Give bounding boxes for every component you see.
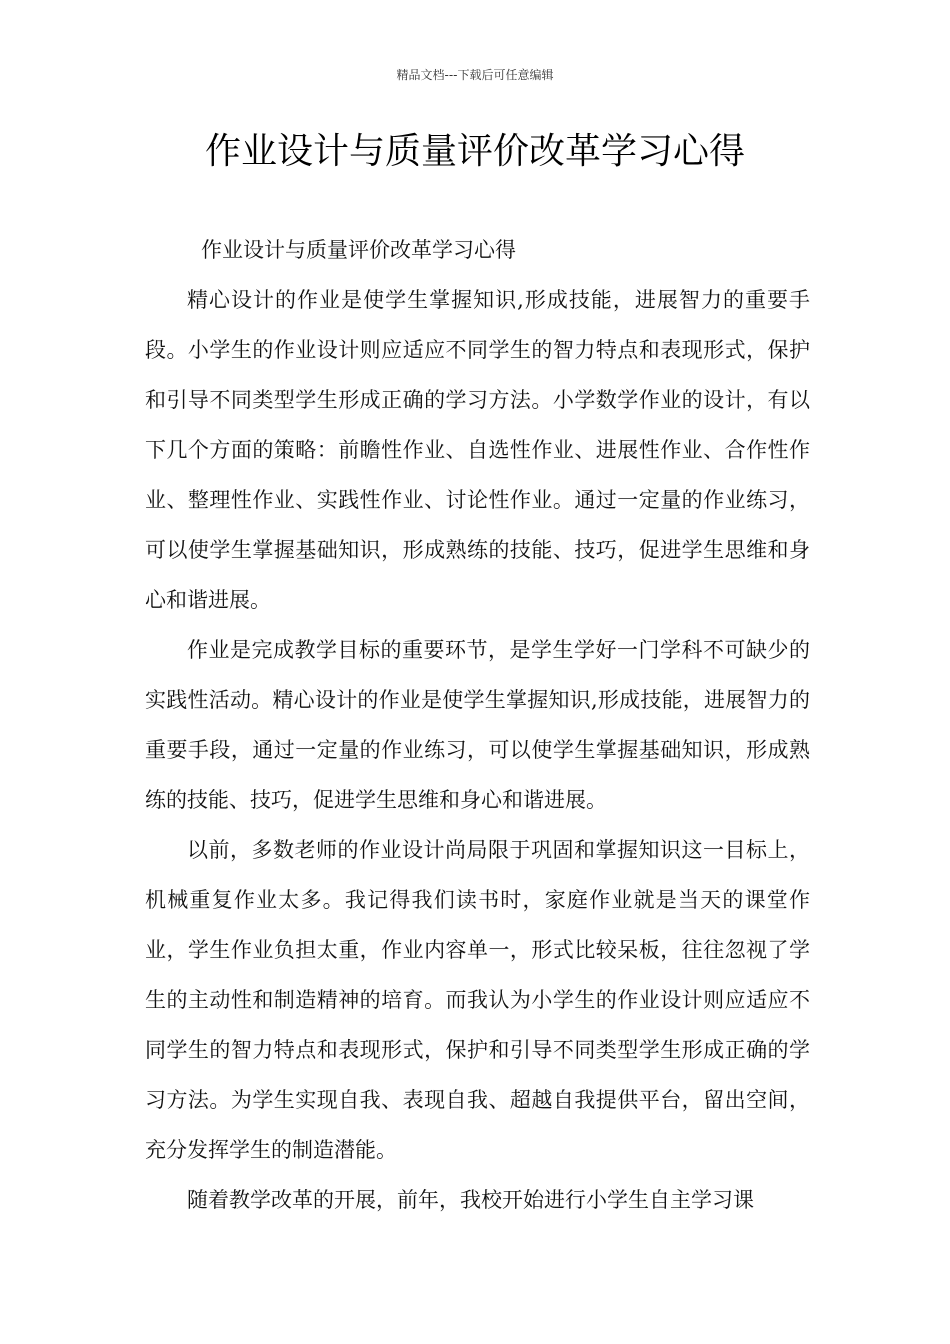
header-note: 精品文档---下载后可任意编辑 bbox=[396, 68, 554, 82]
document-body bbox=[145, 225, 810, 1225]
document-title: 作业设计与质量评价改革学习心得 bbox=[204, 131, 745, 172]
paragraph: 精心设计的作业是使学生掌握知识,形成技能，进展智力的重要手段。小学生的作业设计则应适应不同学生的智力特点和表现形式，保护和引导不同类型学生形成正确的学习方法。小学数学作业的设计，有以下几个方面的策略：前瞻性作业、自选性作业、进展性作业、合作性作业、整理性作业、实践性作业、讨论性作业。通过一定量的作业练习，可以使学生掌握基础知识，形成熟练的技能、技巧，促进学生思维和身心和谐进展。 bbox=[145, 288, 810, 612]
paragraph: 作业是完成教学目标的重要环节，是学生学好一门学科不可缺少的实践性活动。精心设计的作业是使学生掌握知识,形成技能，进展智力的重要手段，通过一定量的作业练习，可以使学生掌握基础知识，形成熟练的技能、技巧，促进学生思维和身心和谐进展。 bbox=[145, 638, 810, 812]
paragraph: 以前，多数老师的作业设计尚局限于巩固和掌握知识这一目标上，机械重复作业太多。我记得我们读书时，家庭作业就是当天的课堂作业，学生作业负担太重，作业内容单一，形式比较呆板，往往忽视了学生的主动性和制造精神的培育。而我认为小学生的作业设计则应适应不同学生的智力特点和表现形式，保护和引导不同类型学生形成正确的学习方法。为学生实现自我、表现自我、超越自我提供平台，留出空间，充分发挥学生的制造潜能。 bbox=[145, 838, 810, 1162]
document-subtitle: 作业设计与质量评价改革学习心得 bbox=[201, 238, 516, 262]
paragraph: 随着教学改革的开展，前年，我校开始进行小学生自主学习课 bbox=[187, 1188, 754, 1212]
